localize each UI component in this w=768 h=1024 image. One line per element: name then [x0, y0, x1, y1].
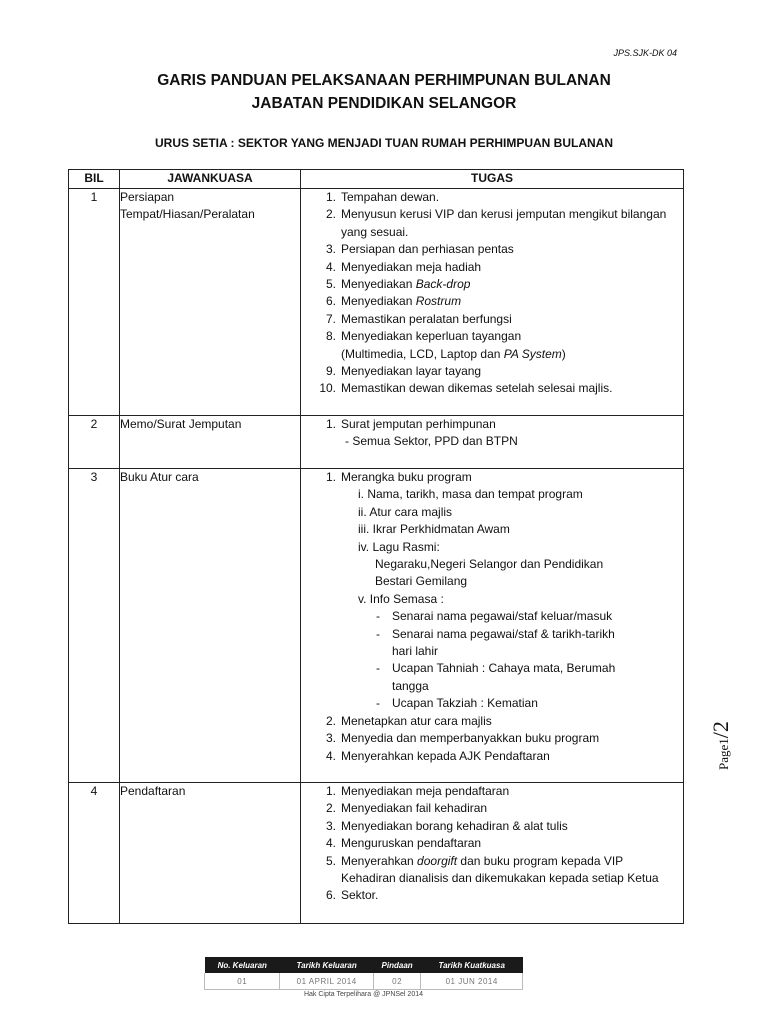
task-number: 1. — [325, 470, 336, 484]
task-item — [301, 800, 683, 817]
table-row — [69, 783, 684, 924]
task-item — [301, 293, 683, 310]
task-bullet-item — [301, 660, 683, 677]
column-header-jawankuasa: JAWANKUASA — [120, 170, 301, 189]
task-text-part: Menyediakan — [341, 294, 416, 309]
bullet-dash: - — [376, 609, 380, 624]
task-item — [301, 206, 683, 241]
header-tarikh-keluaran: Tarikh Keluaran — [280, 957, 373, 973]
value-tarikh-keluaran: 01 APRIL 2014 — [280, 973, 373, 990]
task-text — [341, 380, 683, 397]
task-number: 9. — [325, 364, 336, 379]
task-continuation — [301, 870, 683, 887]
committee-name — [120, 416, 301, 469]
header-pindaan: Pindaan — [373, 957, 421, 973]
task-text — [341, 293, 683, 310]
page-total-number: 2 — [708, 721, 733, 733]
task-text — [341, 713, 683, 730]
task-text-part: (Multimedia, LCD, Laptop dan — [341, 346, 504, 361]
value-pindaan: 02 — [373, 973, 421, 990]
task-item — [301, 276, 683, 293]
task-number: 3. — [325, 818, 336, 833]
table-row — [69, 189, 684, 416]
committee-task-table — [68, 169, 684, 924]
task-item — [301, 783, 683, 800]
task-text — [341, 800, 683, 817]
task-text-part: Kehadiran dianalisis dan dikemukakan kepada setiap Ketua — [341, 871, 659, 886]
task-item — [301, 853, 683, 870]
task-text — [341, 730, 683, 747]
task-number: 3. — [325, 731, 336, 746]
task-item — [301, 189, 683, 206]
task-text-part: Menyediakan layar tayang — [341, 364, 482, 379]
value-no-keluaran: 01 — [205, 973, 280, 990]
task-sub-item: v. Info Semasa : — [358, 591, 444, 606]
task-number: 1. — [325, 190, 336, 204]
task-text-part: Menetapkan atur cara majlis — [341, 713, 492, 728]
task-number: 1. — [325, 417, 336, 431]
task-text-italic: Back-drop — [415, 277, 471, 292]
task-text-part: Memastikan dewan dikemas setelah selesai majlis. — [341, 381, 613, 396]
row-number: 3 — [69, 469, 120, 783]
task-number: 2. — [325, 713, 336, 728]
task-continuation — [301, 346, 683, 363]
task-number: 2. — [325, 207, 336, 222]
document-control-value-row — [205, 973, 523, 990]
copyright-notice: Hak Cipta Terpelihara @ JPNSel 2014 — [303, 991, 424, 998]
task-item — [301, 469, 683, 486]
bullet-dash: - — [376, 661, 380, 676]
task-item — [301, 311, 683, 328]
task-bullet-item — [301, 695, 683, 712]
committee-name-line: Buku Atur cara — [120, 470, 199, 484]
task-list — [301, 189, 684, 416]
bullet-text: Ucapan Takziah : Kematian — [392, 696, 538, 711]
task-number: 5. — [325, 853, 336, 868]
header-tarikh-kuatkuasa: Tarikh Kuatkuasa — [421, 957, 523, 973]
task-number: 6. — [325, 294, 336, 309]
task-list — [301, 416, 684, 469]
task-text — [341, 835, 683, 852]
task-text — [341, 853, 683, 870]
row-number: 4 — [69, 783, 120, 924]
task-text-part: Menyerahkan — [341, 853, 418, 868]
committee-name-line: Memo/Surat Jemputan — [120, 417, 242, 431]
task-sub-item-continuation: Negaraku,Negeri Selangor dan Pendidikan — [375, 557, 604, 572]
document-reference-code: JPS.SJK-DK 04 — [613, 48, 677, 58]
task-text-part: Merangka buku program — [341, 470, 472, 484]
header-no-keluaran: No. Keluaran — [205, 957, 280, 973]
task-text-part: Persiapan dan perhiasan pentas — [341, 242, 514, 257]
task-number: 6. — [325, 888, 336, 903]
task-bullet-item — [301, 626, 683, 643]
task-text — [341, 469, 683, 486]
bullet-text: Senarai nama pegawai/staf keluar/masuk — [392, 609, 613, 624]
page-current-number: 1 — [716, 738, 731, 745]
bullet-dash: - — [376, 696, 380, 711]
table-header-row — [69, 170, 684, 189]
task-text-part: Menguruskan pendaftaran — [341, 836, 482, 851]
row-number: 1 — [69, 189, 120, 416]
task-item — [301, 328, 683, 345]
task-text-part: Memastikan peralatan berfungsi — [341, 311, 512, 326]
task-text-italic: doorgift — [417, 853, 458, 868]
secretariat-subtitle: URUS SETIA : SEKTOR YANG MENJADI TUAN RUMAH PERHIMPUAN BULANAN — [154, 136, 614, 150]
task-text — [341, 416, 683, 433]
task-text-part: Menyusun kerusi VIP dan kerusi jemputan mengikut bilangan yang sesuai. — [341, 207, 667, 239]
task-bullet-item — [301, 608, 683, 625]
task-text — [341, 887, 683, 904]
task-item — [301, 835, 683, 852]
task-text — [341, 328, 683, 345]
task-text-part: Menyediakan meja pendaftaran — [341, 784, 510, 798]
row-number: 2 — [69, 416, 120, 469]
bullet-dash: - — [376, 626, 380, 641]
task-text — [341, 311, 683, 328]
task-text-after: ) — [561, 346, 566, 361]
table-body — [69, 189, 684, 924]
task-item — [301, 713, 683, 730]
task-number: 5. — [325, 277, 336, 292]
task-text-part: Menyediakan meja hadiah — [341, 259, 482, 274]
task-text-italic: Rostrum — [415, 294, 462, 309]
task-text — [341, 241, 683, 258]
table-row — [69, 469, 684, 783]
task-item — [301, 730, 683, 747]
task-text — [341, 363, 683, 380]
task-item — [301, 241, 683, 258]
committee-name-line: Pendaftaran — [120, 784, 186, 798]
task-number: 3. — [325, 242, 336, 257]
task-number: 4. — [325, 748, 336, 763]
task-number: 1. — [325, 784, 336, 798]
committee-name — [120, 469, 301, 783]
task-text-italic: PA System — [503, 346, 562, 361]
task-sub-item: - Semua Sektor, PPD dan BTPN — [345, 434, 518, 449]
task-item — [301, 416, 683, 433]
task-number: 7. — [325, 311, 336, 326]
task-text-part: Menyedia dan memperbanyakkan buku program — [341, 731, 600, 746]
task-text — [341, 189, 683, 206]
task-item — [301, 748, 683, 765]
task-text — [341, 259, 683, 276]
task-text-part: Menyediakan keperluan tayangan — [341, 329, 522, 344]
task-sub-item: iii. Ikrar Perkhidmatan Awam — [358, 522, 510, 537]
task-sub-item: iv. Lagu Rasmi: — [358, 539, 440, 554]
task-number: 4. — [325, 836, 336, 851]
task-text-after: dan buku program kepada VIP — [457, 853, 624, 868]
task-text-part: Tempahan dewan. — [341, 190, 440, 204]
task-sub-item: i. Nama, tarikh, masa dan tempat program — [358, 487, 583, 502]
task-text-part: Menyediakan — [341, 277, 416, 292]
task-item — [301, 818, 683, 835]
task-item — [301, 363, 683, 380]
task-text — [341, 783, 683, 800]
column-header-bil: BIL — [69, 170, 120, 189]
task-number: 2. — [325, 801, 336, 816]
task-bullet-continuation: tangga — [392, 678, 429, 693]
document-control-table — [204, 957, 523, 990]
document-control-header-row — [205, 957, 523, 973]
document-title-line-1: GARIS PANDUAN PELAKSANAAN PERHIMPUNAN BULANAN — [157, 72, 611, 89]
task-list — [301, 783, 684, 924]
bullet-text: Senarai nama pegawai/staf & tarikh-tarikh — [392, 626, 615, 641]
committee-name — [120, 783, 301, 924]
table-row — [69, 416, 684, 469]
committee-name-line: Persiapan — [120, 190, 175, 204]
value-tarikh-kuatkuasa: 01 JUN 2014 — [421, 973, 523, 990]
task-text-part: Menyediakan fail kehadiran — [341, 801, 488, 816]
task-number: 4. — [325, 259, 336, 274]
task-list — [301, 469, 684, 783]
page-number-marker — [708, 721, 734, 770]
task-text-part: Sektor. — [341, 888, 379, 903]
task-item — [301, 259, 683, 276]
task-number: 8. — [325, 329, 336, 344]
page-separator: / — [708, 732, 733, 739]
task-text-part: Menyediakan borang kehadiran & alat tulis — [341, 818, 568, 833]
committee-name — [120, 189, 301, 416]
column-header-tugas: TUGAS — [301, 170, 684, 189]
task-text — [341, 276, 683, 293]
task-text — [341, 748, 683, 765]
task-sub-item: ii. Atur cara majlis — [358, 504, 453, 519]
bullet-text: Ucapan Tahniah : Cahaya mata, Berumah — [392, 661, 616, 676]
task-item — [301, 887, 683, 904]
page-word: Page — [716, 744, 731, 770]
task-sub-item-continuation: Bestari Gemilang — [375, 574, 468, 589]
task-text-part: Menyerahkan kepada AJK Pendaftaran — [341, 748, 550, 763]
committee-name-line: Tempat/Hiasan/Peralatan — [120, 207, 255, 222]
task-text-part: Surat jemputan perhimpunan — [341, 417, 496, 431]
task-number: 10. — [319, 381, 336, 396]
task-bullet-continuation: hari lahir — [392, 644, 439, 659]
document-title-line-2: JABATAN PENDIDIKAN SELANGOR — [251, 95, 517, 112]
task-text — [341, 206, 683, 241]
task-text — [341, 818, 683, 835]
task-item — [301, 380, 683, 397]
